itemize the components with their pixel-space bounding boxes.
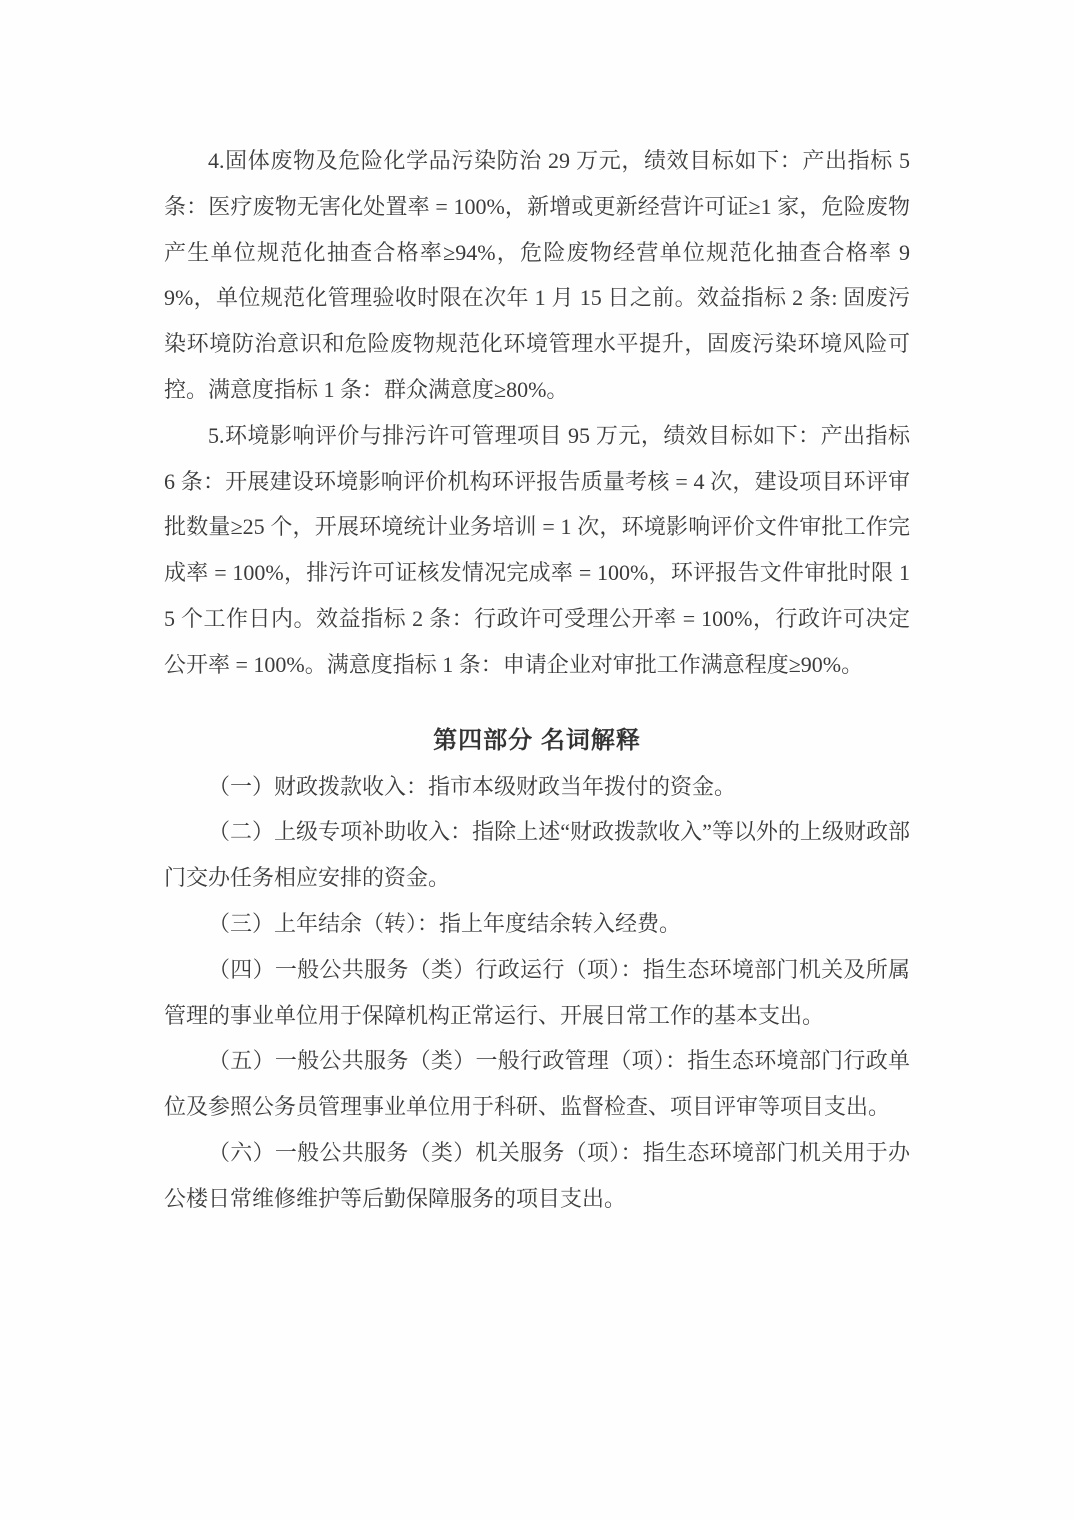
definition-item-6: （六）一般公共服务（类）机关服务（项）：指生态环境部门机关用于办公楼日常维修维护等后勤保障服务的项目支出。 [164,1139,910,1211]
definition-item-2: （二）上级专项补助收入：指除上述“财政拨款收入”等以外的上级财政部门交办任务相应安排的资金。 [164,819,910,891]
section-heading-part4-glossary: 第四部分 名词解释 [433,726,641,754]
document-content [164,0,910,1222]
definition-item-3: （三）上年结余（转）：指上年度结余转入经费。 [208,910,682,936]
definition-item-4: （四）一般公共服务（类）行政运行（项）：指生态环境部门机关及所属管理的事业单位用于保障机构正常运行、开展日常工作的基本支出。 [164,956,910,1028]
definition-item-1: （一）财政拨款收入：指市本级财政当年拨付的资金。 [208,773,737,799]
definition-item-5: （五）一般公共服务（类）一般行政管理（项）：指生态环境部门行政单位及参照公务员管理事业单位用于科研、监督检查、项目评审等项目支出。 [164,1048,910,1120]
performance-paragraph-item-5: 5.环境影响评价与排污许可管理项目 95 万元，绩效目标如下：产出指标 6 条：开展建设环境影响评价机构环评报告质量考核 = 4 次，建设项目环评审批数量≥25 个，开展环境统计业务培训 = 1 次，环境影响评价文件审批工作完成率 = 100%，排污许可证核发情况完成率 = 100%，环评报告文件审批时限 15 个工作日内。效益指标 2 条：行政许可受理公开率 = 100%，行政许可决定公开率 = 100%。满意度指标 1 条：申请企业对审批工作满意程度≥90%。 [164,422,911,677]
performance-paragraph-item-4: 4.固体废物及危险化学品污染防治 29 万元，绩效目标如下：产出指标 5 条：医疗废物无害化处置率 = 100%，新增或更新经营许可证≥1 家，危险废物产生单位规范化抽查合格率≥94%，危险废物经营单位规范化抽查合格率 99%，单位规范化管理验收时限在次年 1 月 15 日之前。效益指标 2 条: 固废污染环境防治意识和危险废物规范化环境管理水平提升，固废污染环境风险可控。满意度指标 1 条：群众满意度≥80%。 [164,148,910,402]
